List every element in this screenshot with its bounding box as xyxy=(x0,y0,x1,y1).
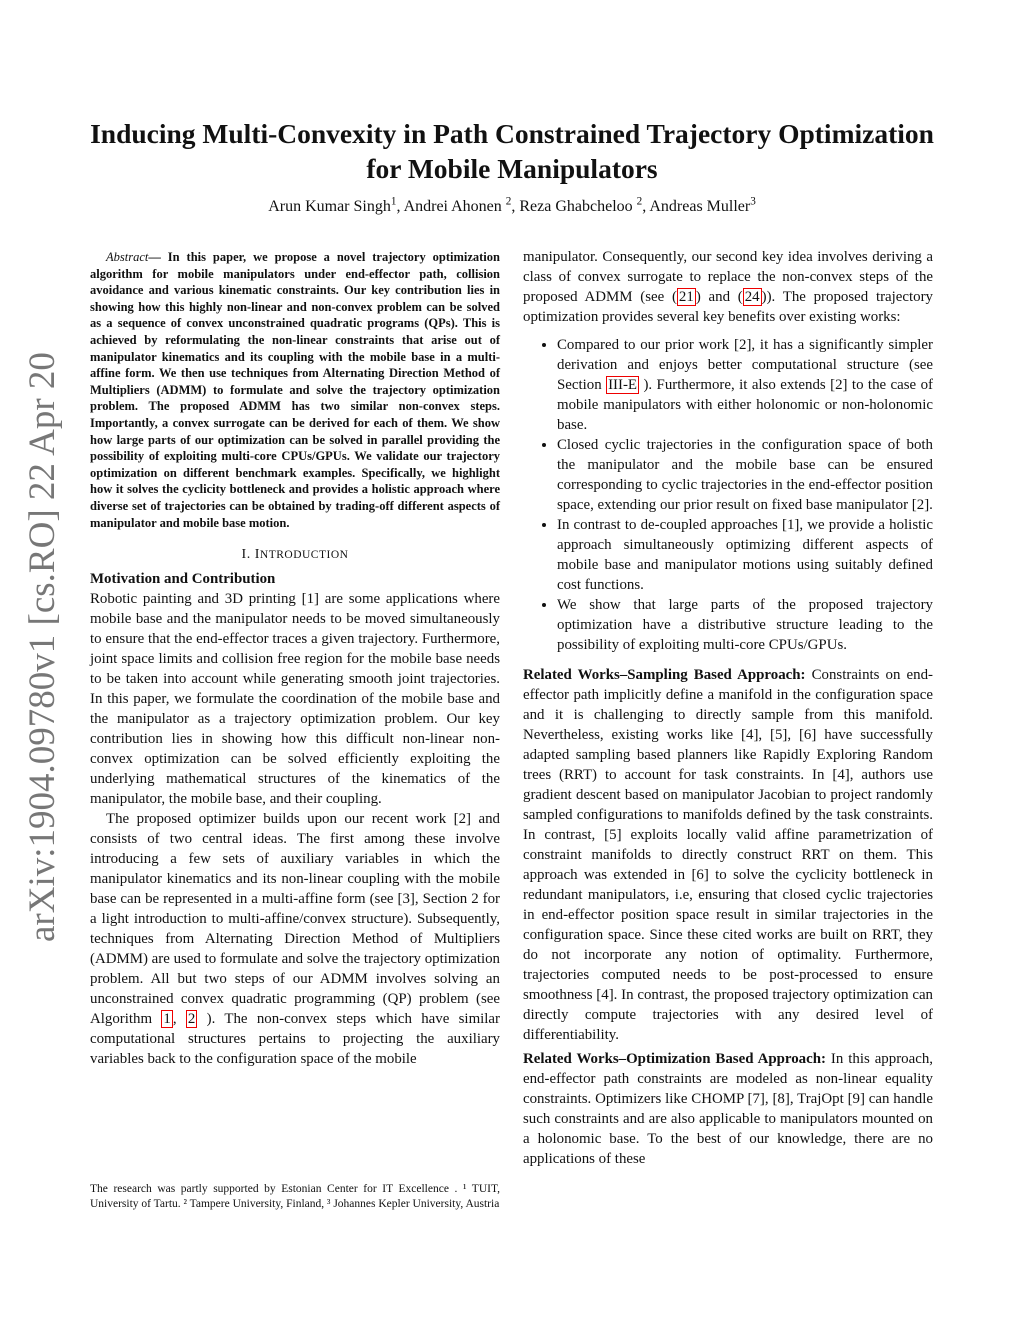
left-column xyxy=(90,249,500,1069)
title-line-2: for Mobile Manipulators xyxy=(366,153,658,184)
section-number: I. xyxy=(241,547,255,563)
intro-paragraph-1: Robotic painting and 3D printing [1] are some applications where mobile base and the manipulator needs to be moved simultaneously to ensure that the end-effector traces a given trajectory. Furthermore, joint space limits and collision free region for the mobile base needs to be taken into account while generating smooth joint trajectories. In this paper, we formulate the coordination of the mobile base and the manipulator as a trajectory optimization problem. Our key contribution lies in showing how this difficult non-linear non-convex optimization can be solved efficiently exploiting the underlying mathematical structures of the kinematics of the manipulator, the mobile base, and their coupling. xyxy=(90,591,500,808)
right-column xyxy=(523,247,933,1169)
benefits-list xyxy=(523,335,933,655)
section-title-rest: NTRODUCTION xyxy=(259,549,349,562)
author-2: Andrei Ahonen xyxy=(403,198,506,215)
equation-21-link[interactable]: 21 xyxy=(678,289,694,305)
related-works-optimization xyxy=(523,1049,933,1169)
abstract-text: — In this paper, we propose a novel trajectory optimization algorithm for mobile manipulators under end-effector path, collision avoidance and various kinematic constraints. Our key contribution lies in showing how this highly non-linear and non-convex problem can be solved as a sequence of convex unconstrained quadratic programs (QPs). This is achieved by reformulating the non-linear constraints that arise out of manipulator kinematics and its coupling with the mobile base in a multi-affine form. We then use techniques from Alternating Direction Method of Multipliers (ADMM) to formulate and solve the trajectory optimization problem. The proposed ADMM has two similar non-convex steps. Importantly, a convex surrogate can be derived for each of them. We show how large parts of our optimization can be solved in parallel providing the possibility of exploiting multi-core CPUs/GPUs. We validate our trajectory optimization on different benchmark examples. Specifically, we highlight how it solves the cyclicity bottleneck and provides a holistic approach where diverse set of trajectories can be obtained by trading-off different aspects of manipulator and mobile base motion. xyxy=(90,250,500,530)
related-works-sampling xyxy=(523,665,933,1045)
abstract-label: Abstract xyxy=(106,250,149,264)
para2-text-b: ). The non-convex steps which have similar computational structures pertains to projecting the auxiliary variables back to the configuration space of the mobile xyxy=(90,1011,500,1068)
list-item: • We show that large parts of the proposed trajectory optimization have a distributive structure leading to the possibility of exploiting multi-core CPUs/GPUs. xyxy=(557,595,933,655)
list-item: • Closed cyclic trajectories in the configuration space of both the manipulator and the mobile base can be ensured corresponding to cyclic trajectories in the end-effector position space, extending our prior result on fixed base manipulator [2]. xyxy=(557,435,933,515)
right-p1-text-b: ) and ( xyxy=(695,289,743,305)
title-line-1: Inducing Multi-Convexity in Path Constrained Trajectory Optimization xyxy=(90,118,934,149)
related-works-sampling-text: Constraints on end-effector path implicitly define a manifold in the configuration space and it is challenging to directly sample from this manifold. Nevertheless, existing works like [4], [5], [6] have successfully adapted sampling based planners like Rapidly Exploring Random trees (RRT) to account for task constraints. In [4], authors use gradient descent based on manipulator Jacobian to project randomly sampled configurations to manifolds defined by the task constraints. In contrast, [5] exploits locally valid affine parametrization of constraint manifolds to directly construct RRT on them. This approach was extended in [6] to solve the cyclicity bottleneck in redundant manipulators, i.e, ensuring that closed cyclic trajectories in end-effector position space result in similar trajectories in the configuration space. Since these cited works are built on RRT, they do not incorporate any notion of optimality. Furthermore, trajectories computed needs to be post-processed to ensure smoothness [4]. In contrast, the proposed trajectory optimization can directly compute trajectories with any desired level of differentiability. xyxy=(523,667,933,1043)
arxiv-id-text: arXiv:1904.09780v1 [cs.RO] 22 Apr 2019 xyxy=(22,350,63,942)
section-heading-introduction xyxy=(90,545,500,565)
bullet-1-text-a: Compared to our prior work [2], it has a significantly simpler derivation and enjoys better computational structure (see Section xyxy=(557,337,933,393)
section-iii-e-link[interactable]: III-E xyxy=(608,377,638,393)
list-item xyxy=(557,335,933,435)
author-2-affil: 2 xyxy=(505,195,512,208)
intro-paragraph-2: The proposed optimizer builds upon our recent work [2] and consists of two central ideas. The first among these involve introducing a few sets of auxiliary variables in which the manipulator kinematics and its non-linear coupling with the mobile base can be represented in a multi-affine form (see [3], Section 2 for a light introduction to multi-affine/convex structure). Subsequently, techniques from Alternating Direction Method of Multipliers (ADMM) are used to formulate and solve the trajectory optimization problem. All but two steps of our ADMM involves solving an unconstrained convex quadratic programming (QP) problem (see Algorithm 1 , 2 ). The non-convex steps which have similar computational structures pertains to projecting the auxiliary variables back to the configuration space of the mobile xyxy=(90,811,500,1068)
equation-24-link[interactable]: 24 xyxy=(744,289,760,305)
related-works-sampling-heading: Related Works–Sampling Based Approach: xyxy=(523,667,806,683)
author-4-affil: 3 xyxy=(750,195,756,208)
paper-title xyxy=(60,116,964,186)
list-item: • In contrast to de-coupled approaches [1], we provide a holistic approach simultaneously optimizing different aspects of mobile base and manipulator motions using suitably defined cost functions. xyxy=(557,515,933,595)
author-1: Arun Kumar Singh xyxy=(268,198,391,215)
right-paragraph-1 xyxy=(523,247,933,327)
section-title-initial: I xyxy=(254,547,260,563)
subsection-heading: Motivation and Contribution xyxy=(90,571,276,588)
author-3-affil: 2 xyxy=(636,195,643,208)
author-1-affil: 1 xyxy=(390,195,397,208)
abstract xyxy=(90,249,500,531)
right-p1-text-a: manipulator. Consequently, our second key idea involves deriving a class of convex surrogate to replace the non-convex steps of the proposed ADMM (see ( xyxy=(523,249,933,305)
algorithm-1-link[interactable]: 1 xyxy=(163,1011,171,1028)
author-list: Arun Kumar Singh$^1$, Andrei Ahonen $^2$, Reza Ghabcheloo $^2$, Andreas Muller$^3$ xyxy=(268,195,756,215)
author-3: Reza Ghabcheloo xyxy=(519,198,637,215)
author-4: Andreas Muller xyxy=(649,198,751,215)
footnote: The research was partly supported by Estonian Center for IT Excellence . ¹ TUIT, University of Tartu. ² Tampere University, Finland, ³ Johannes Kepler University, Austria xyxy=(90,1183,500,1210)
arxiv-identifier xyxy=(12,350,72,950)
related-works-optimization-heading: Related Works–Optimization Based Approach: xyxy=(523,1051,826,1067)
para2-text-a: The proposed optimizer builds upon our recent work [2] and consists of two central ideas. The first among these involve introducing a few sets of auxiliary variables in which the manipulator kinematics and its non-linear coupling with the mobile base can be represented in a multi-affine form (see [3], Section 2 for a light introduction to multi-affine/convex structure). Subsequently, techniques from Alternating Direction Method of Multipliers (ADMM) are used to formulate and solve the trajectory optimization problem. All but two steps of our ADMM involves solving an unconstrained convex quadratic programming (QP) problem (see Algorithm xyxy=(90,811,500,1028)
algorithm-2-link[interactable]: 2 xyxy=(187,1011,196,1028)
bullet-1-text-b: ). Furthermore, it also extends [2] to the case of mobile manipulators with either holonomic or non-holonomic base. xyxy=(557,377,933,433)
right-p1-text-c: )). The proposed trajectory optimization provides several key benefits over existing works: xyxy=(523,289,933,325)
related-works-optimization-text: In this approach, end-effector path constraints are modeled as non-linear equality constraints. Optimizers like CHOMP [7], [8], TrajOpt [9] can handle such constraints and are also applicable to manipulators mounted on a holonomic base. To the best of our knowledge, there are no applications of these xyxy=(523,1051,933,1167)
